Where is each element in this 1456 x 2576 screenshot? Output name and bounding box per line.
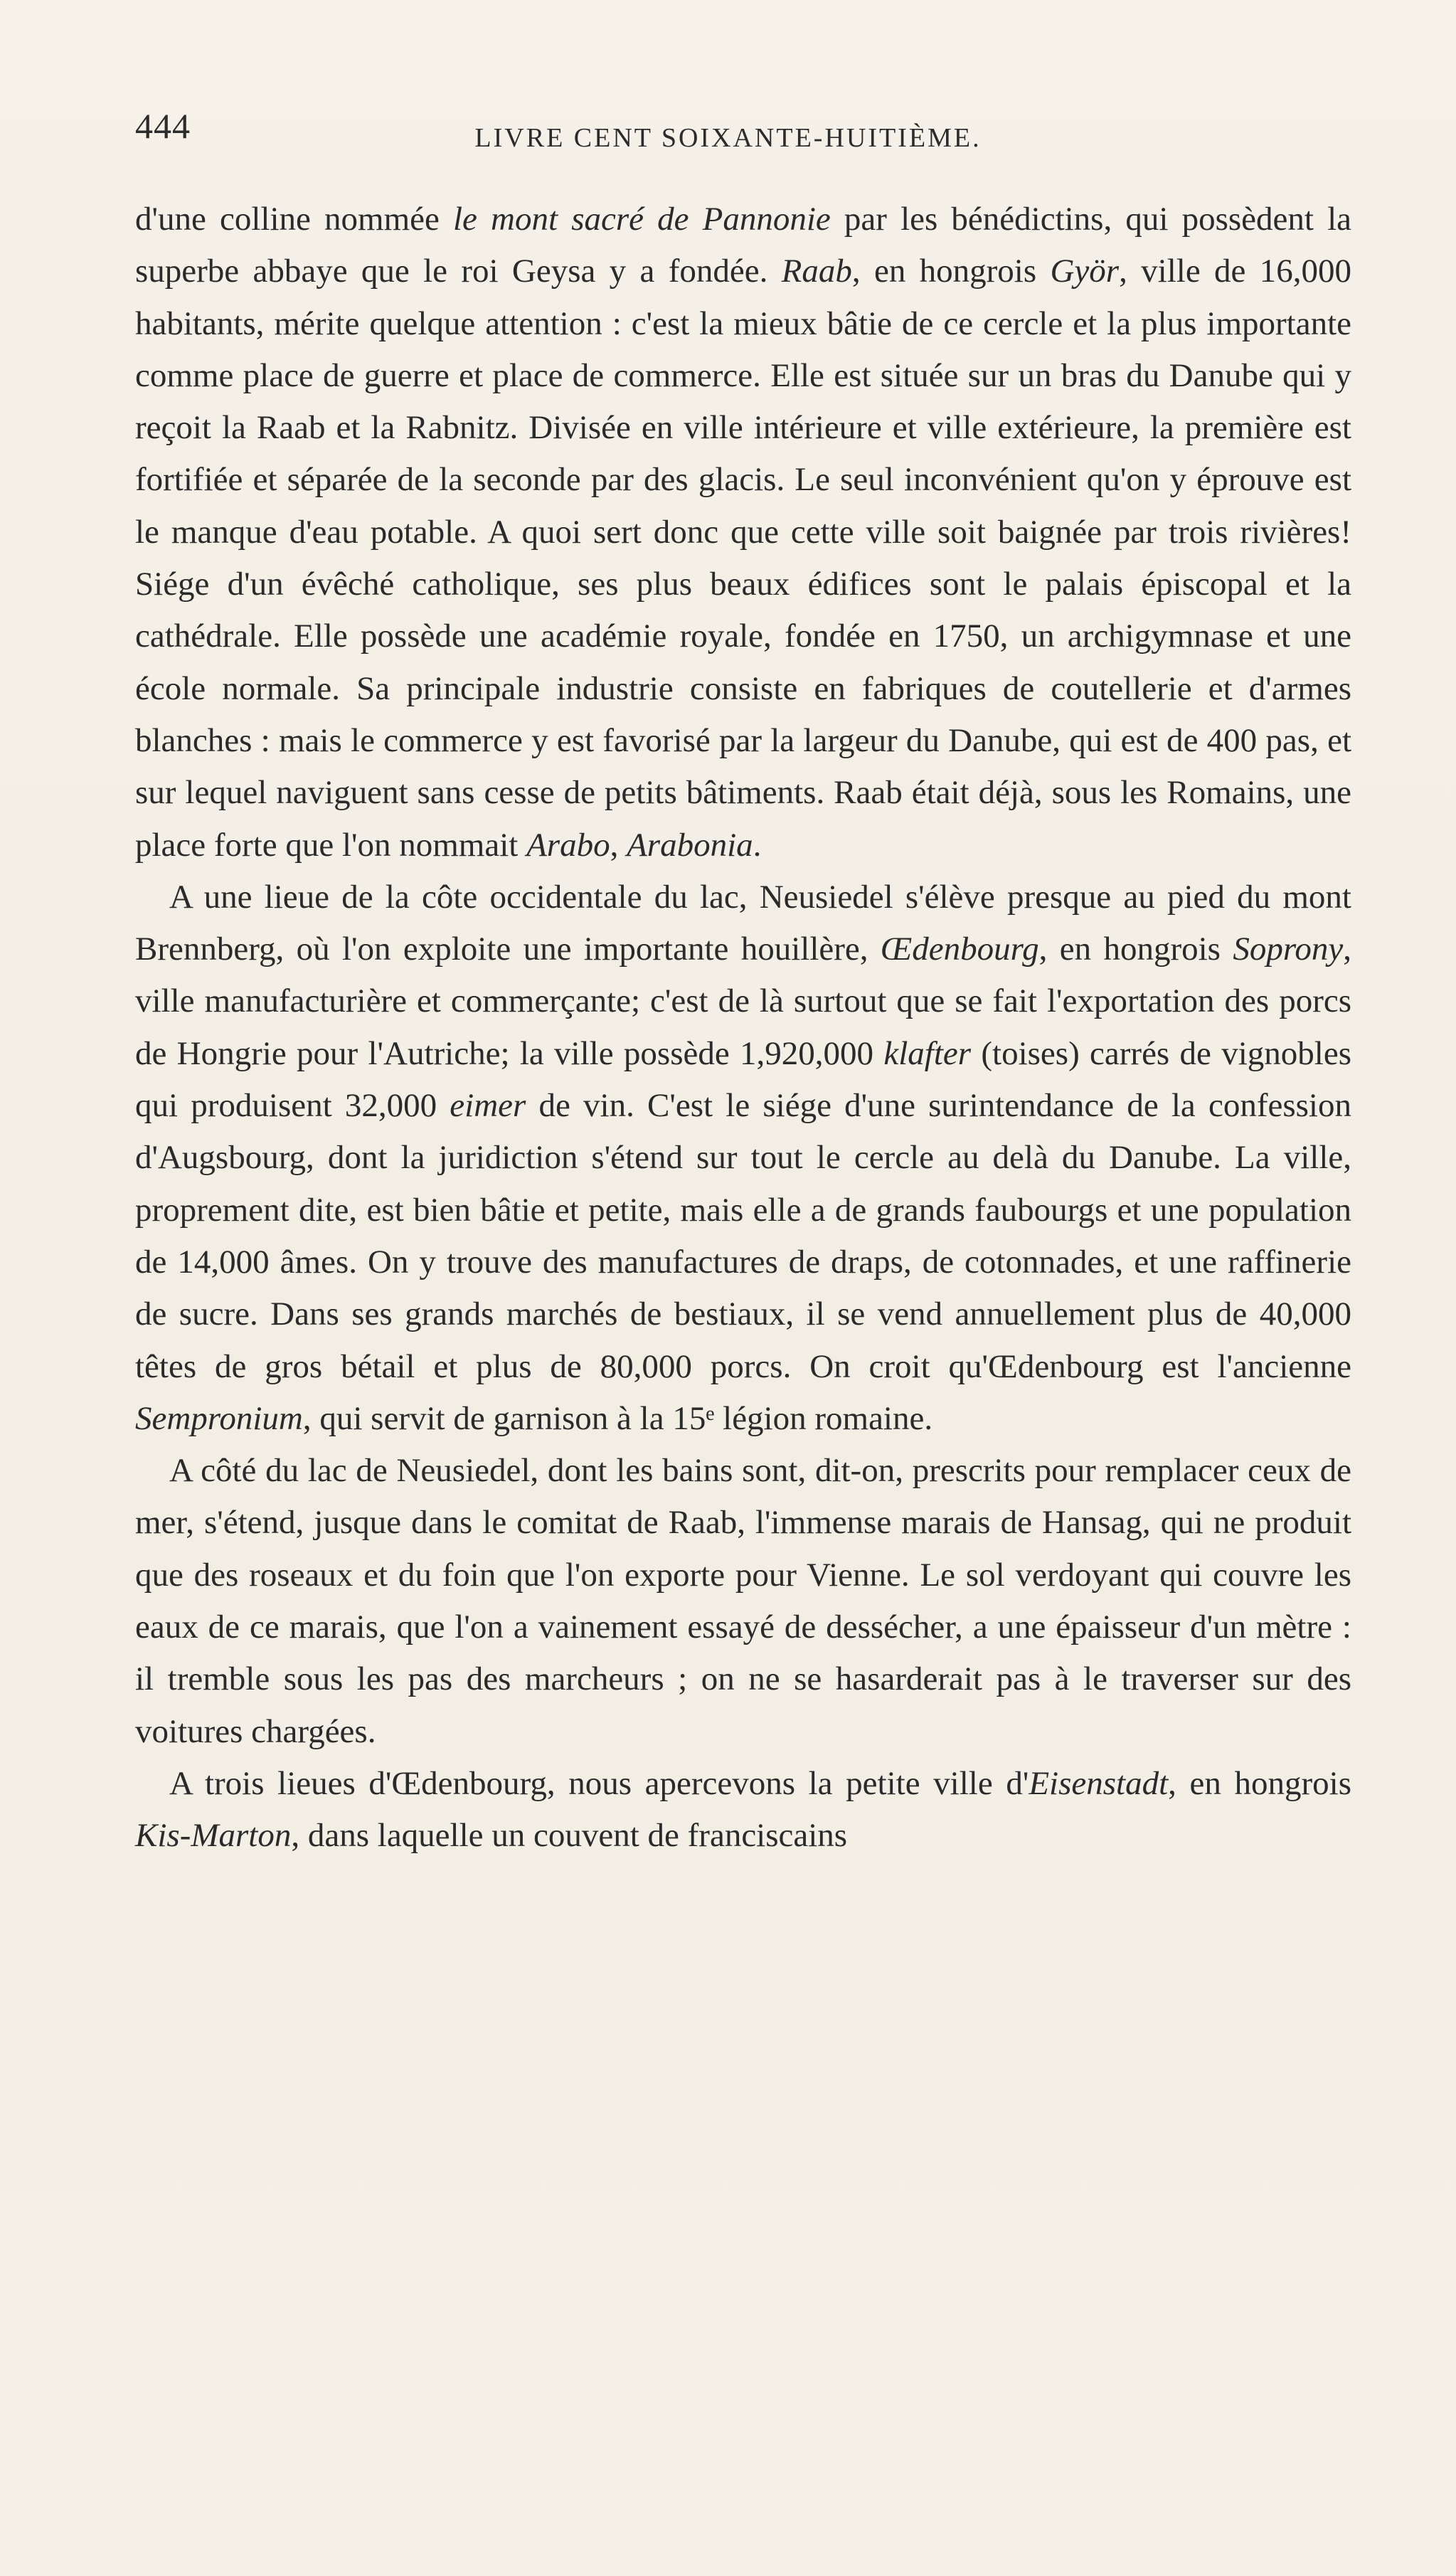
text-run: , qui servit de garnison à la 15ᵉ légion romaine.	[302, 1399, 933, 1437]
italic-run: eimer	[450, 1087, 526, 1125]
page-number: 444	[135, 106, 191, 146]
body-text	[135, 194, 1351, 1862]
paragraph	[135, 1758, 1351, 1862]
paragraph	[135, 871, 1351, 1445]
italic-run: Arabo	[526, 826, 610, 864]
italic-run: Raab	[781, 253, 852, 290]
text-run: A trois lieues d'Œdenbourg, nous apercevons la petite ville d'	[169, 1764, 1029, 1802]
paragraph	[135, 194, 1351, 871]
text-run: , ville de 16,000 habitants, mérite quelque attention : c'est la mieux bâtie de ce cercle et la plus importante comme place de guerre et place de commerce. Elle est située sur un bras du Danube qui y reçoit la Raab et la Rabnitz. Divisée en ville intérieure et ville extérieure, la première est fortifiée et séparée de la seconde par des glacis. Le seul inconvénient qu'on y éprouve est le manque d'eau potable. A quoi sert donc que cette ville soit baignée par trois rivières! Siége d'un évêché catholique, ses plus beaux édifices sont le palais épiscopal et la cathédrale. Elle possède une académie royale, fondée en 1750, un archigymnase et une école normale. Sa principale industrie consiste en fabriques de coutellerie et d'armes blanches : mais le commerce y est favorisé par la largeur du Danube, qui est de 400 pas, et sur lequel naviguent sans cesse de petits bâtiments. Raab était déjà, sous les Romains, une place forte que l'on nommait	[135, 253, 1351, 864]
italic-run: le mont sacré de Pannonie	[453, 201, 831, 238]
italic-run: Œdenbourg	[880, 931, 1039, 968]
text-run: , ville manufacturière et commerçante; c'est de là surtout que se fait l'exportation des porcs de Hongrie pour l'Autriche; la ville possède 1,920,000	[135, 931, 1351, 1072]
italic-run: klafter	[883, 1034, 972, 1072]
text-run: , en hongrois	[1168, 1764, 1351, 1802]
italic-run: Eisenstadt	[1029, 1764, 1169, 1802]
text-run: .	[753, 826, 762, 864]
text-run: , en hongrois	[851, 253, 1051, 290]
text-run: ,	[610, 826, 627, 864]
running-head: LIVRE CENT SOIXANTE-HUITIÈME.	[474, 123, 982, 153]
paragraph	[135, 1445, 1351, 1758]
text-run: , en hongrois	[1038, 931, 1233, 968]
italic-run: Györ	[1050, 253, 1120, 290]
text-run: (toises) carrés de vignobles qui produisent 32,000	[135, 1034, 1351, 1125]
italic-run: Soprony	[1233, 931, 1344, 968]
text-run: , dans laquelle un couvent de franciscains	[291, 1817, 848, 1855]
text-run: de vin. C'est le siége d'une surintendance de la confession d'Augsbourg, dont la juridiction s'étend sur tout le cercle au delà du Danube. La ville, proprement dite, est bien bâtie et petite, mais elle a de grands faubourgs et une population de 14,000 âmes. On y trouve des manufactures de draps, de cotonnades, et une raffinerie de sucre. Dans ses grands marchés de bestiaux, il se vend annuellement plus de 40,000 têtes de gros bétail et plus de 80,000 porcs. On croit qu'Œdenbourg est l'ancienne	[135, 1087, 1351, 1385]
italic-run: Sempronium	[135, 1399, 303, 1437]
italic-run: Kis-Marton	[135, 1817, 292, 1855]
italic-run: Arabonia	[627, 826, 753, 864]
text-run: d'une colline nommée	[135, 201, 453, 238]
text-run: A côté du lac de Neusiedel, dont les bains sont, dit-on, prescrits pour remplacer ceux de mer, s'étend, jusque dans le comitat de Raab, l'immense marais de Hansag, qui ne produit que des roseaux et du foin que l'on exporte pour Vienne. Le sol verdoyant qui couvre les eaux de ce marais, que l'on a vainement essayé de dessécher, a une épaisseur d'un mètre : il tremble sous les pas des marcheurs ; on ne se hasarderait pas à le traverser sur des voitures chargées.	[135, 1452, 1351, 1750]
text-run: A une lieue de la côte occidentale du lac, Neusiedel s'élève presque au pied du mont Brennberg, où l'on exploite une importante houillère,	[135, 878, 1351, 968]
text-run: par les bénédictins, qui possèdent la superbe abbaye que le roi Geysa y a fondée.	[135, 201, 1351, 290]
